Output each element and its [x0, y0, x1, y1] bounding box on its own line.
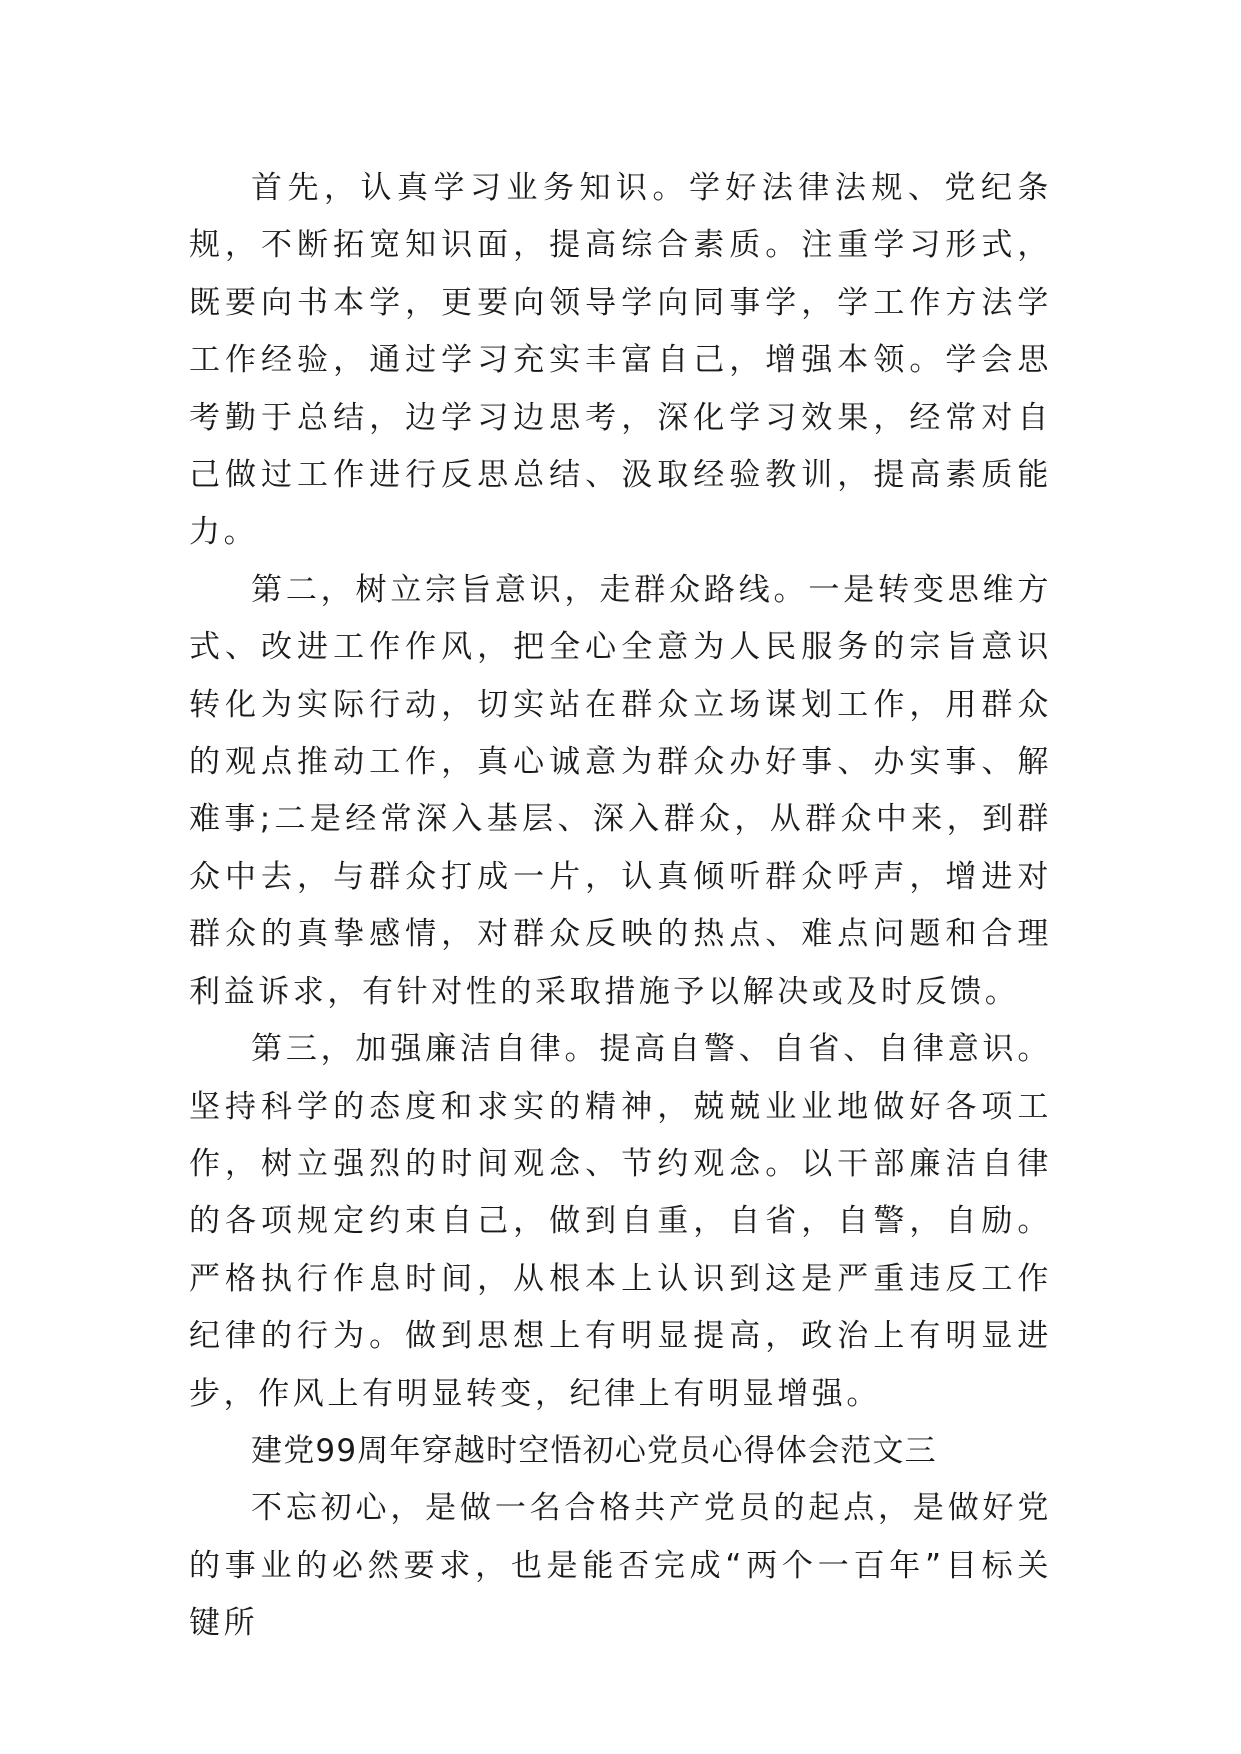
section-heading: 建党99周年穿越时空悟初心党员心得体会范文三 — [251, 1432, 937, 1469]
paragraph-closing: 不忘初心，是做一名合格共产党员的起点，是做好党的事业的必然要求，也是能否完成“两个一百年”目标关键所 — [189, 1490, 1052, 1642]
paragraph-third-integrity: 第三，加强廉洁自律。提高自警、自省、自律意识。坚持科学的态度和求实的精神，兢兢业业地做好各项工作，树立强烈的时间观念、节约观念。以干部廉洁自律的各项规定约束自己，做到自重，自省，自警，自励。严格执行作息时间，从根本上认识到这是严重违反工作纪律的行为。做到思想上有明显提高，政治上有明显进步，作风上有明显转变，纪律上有明显增强。 — [189, 1031, 1052, 1412]
paragraph-first-study: 首先，认真学习业务知识。学好法律法规、党纪条规，不断拓宽知识面，提高综合素质。注重学习形式，既要向书本学，更要向领导学向同事学，学工作方法学工作经验，通过学习充实丰富自己，增强本领。学会思考勤于总结，边学习边思考，深化学习效果，经常对自己做过工作进行反思总结、汲取经验教训，提高素质能力。 — [189, 170, 1052, 551]
paragraph-second-mass-line: 第二，树立宗旨意识，走群众路线。一是转变思维方式、改进工作作风，把全心全意为人民服务的宗旨意识转化为实际行动，切实站在群众立场谋划工作，用群众的观点推动工作，真心诚意为群众办好事、办实事、解难事;二是经常深入基层、深入群众，从群众中来，到群众中去，与群众打成一片，认真倾听群众呼声，增进对群众的真挚感情，对群众反映的热点、难点问题和合理利益诉求，有针对性的采取措施予以解决或及时反馈。 — [189, 571, 1052, 1010]
document-body — [189, 160, 1052, 1653]
